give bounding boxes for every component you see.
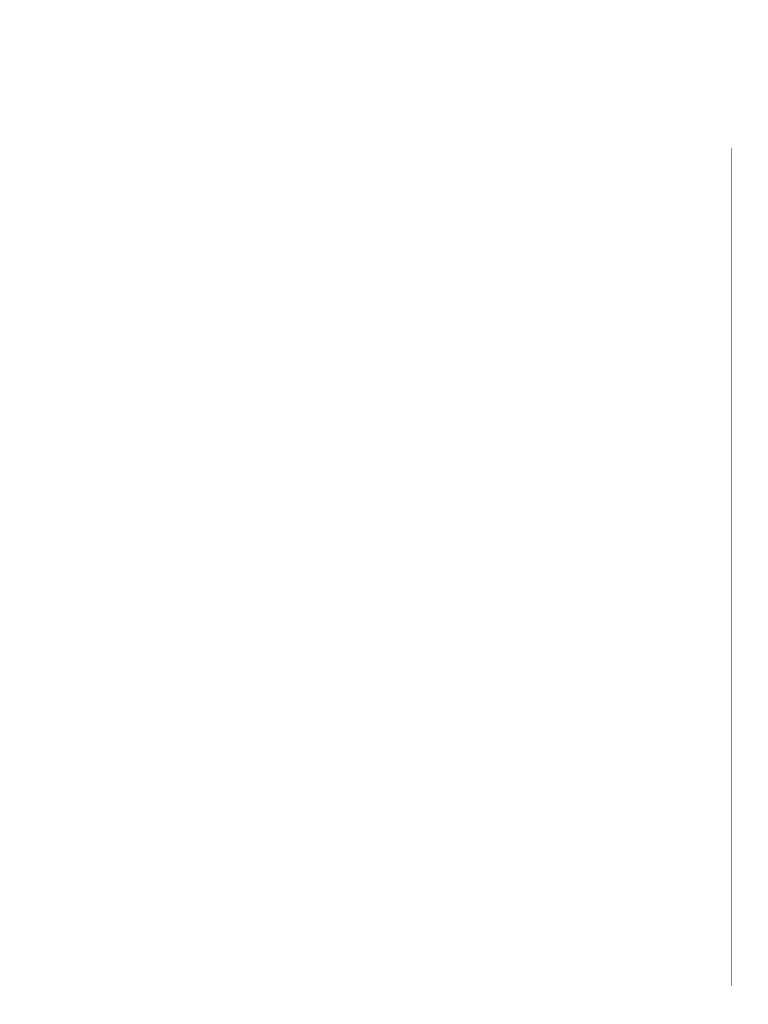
content-right-border: [731, 148, 732, 986]
site-logo[interactable]: [0, 40, 768, 58]
breadcrumb: [47, 115, 71, 126]
article-content: [47, 150, 716, 163]
print-header: [33, 18, 735, 32]
